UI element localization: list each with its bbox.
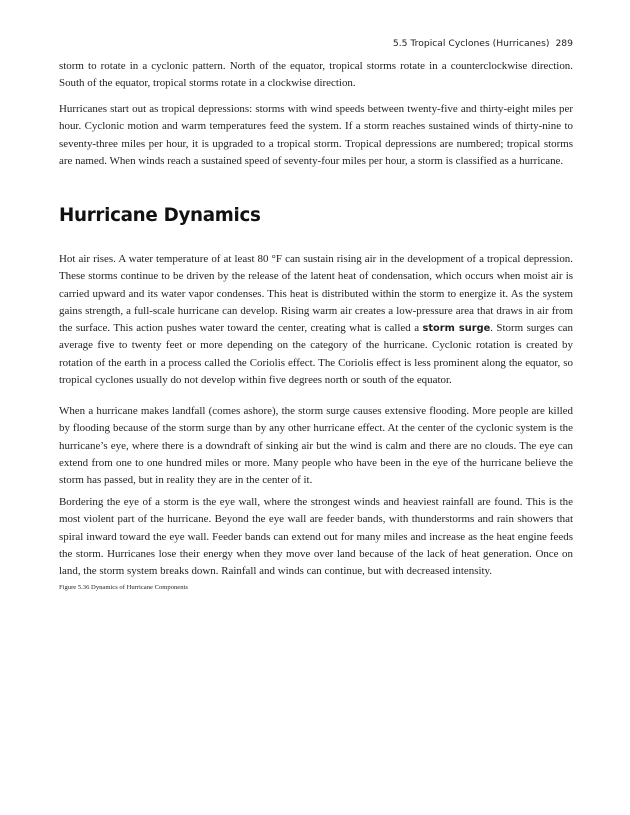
running-header-section-title: 5.5 Tropical Cyclones (Hurricanes)	[392, 38, 550, 49]
paragraph-hot-air-rises	[59, 251, 573, 389]
section-heading: Hurricane Dynamics	[59, 205, 261, 226]
figure-caption: Figure 5.36 Dynamics of Hurricane Components	[59, 584, 188, 591]
key-term-storm-surge: storm surge	[422, 323, 491, 335]
paragraph-text-segment: . Storm surges can average five to twenty feet or more depending on the category of the hurricane. Cyclonic rotation is created by rotation of the earth in a process called the Coriolis effect. The Coriolis effect is less prominent along the equator, so tropical cyclones usually do not develop within five degrees north or south of the equator.	[59, 322, 573, 387]
paragraph-text-segment: Hot air rises. A water temperature of at least 80 °F can sustain rising air in the development of a tropical depression. These storms continue to be driven by the release of the latent heat of condensation, which occurs when moist air is carried upward and its water vapor condenses. This heat is distributed within the storm to energize it. As the system gains strength, a full-scale hurricane can develop. Rising warm air creates a low-pressure area that draws in air from the surface. This action pushes water toward the center, creating what is called a	[59, 253, 573, 335]
page-number: 289	[555, 38, 573, 49]
paragraph-tropical-depressions: Hurricanes start out as tropical depressions: storms with wind speeds between twenty-five and thirty-eight miles per hour. Cyclonic motion and warm temperatures feed the system. If a storm reaches sustained winds of thirty-nine to seventy-three miles per hour, it is upgraded to a tropical storm. Tropical depressions are numbered; tropical storms are named. When winds reach a sustained speed of seventy-four miles per hour, a storm is classified as a hurricane.	[59, 103, 573, 167]
paragraph-landfall: When a hurricane makes landfall (comes ashore), the storm surge causes extensive flooding. More people are killed by flooding because of the storm surge than by any other hurricane effect. At the center of the cyclonic system is the hurricane’s eye, where there is a downdraft of sinking air but the wind is calm and there are no clouds. The eye can extend from one to one hundred miles or more. Many people who have been in the eye of the hurricane believe the storm has passed, but in reality they are in the center of it.	[59, 405, 573, 487]
paragraph-rotation-direction: storm to rotate in a cyclonic pattern. North of the equator, tropical storms rotate in a counterclockwise direction. South of the equator, tropical storms rotate in a clockwise direction.	[59, 60, 573, 90]
running-header	[393, 38, 573, 49]
paragraph-eye-wall: Bordering the eye of a storm is the eye wall, where the strongest winds and heaviest rainfall are found. This is the most violent part of the hurricane. Beyond the eye wall are feeder bands, with thunderstorms and rain showers that spiral inward toward the eye wall. Feeder bands can extend out for many miles and increase as the heat engine feeds the storm. Hurricanes lose their energy when they move over land because of the lack of heat generation. Once on land, the storm system breaks down. Rainfall and winds can continue, but with decreased intensity.	[59, 496, 573, 578]
